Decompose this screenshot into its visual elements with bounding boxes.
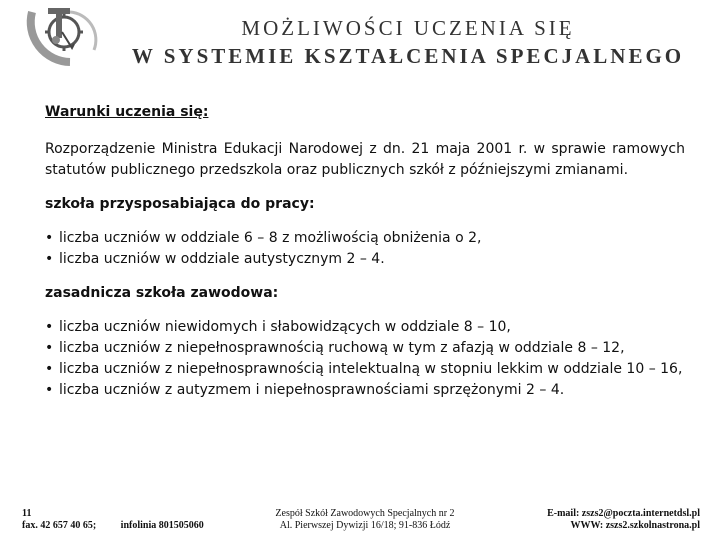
main-content xyxy=(45,102,685,414)
email-link[interactable]: E-mail: zszs2@poczta.internetdsl.pl xyxy=(547,508,700,519)
list-item: • liczba uczniów w oddziale 6 – 8 z możliwością obniżenia o 2, xyxy=(45,228,685,249)
page-number: 11 xyxy=(22,508,32,519)
footer xyxy=(0,500,720,540)
website-link[interactable]: WWW: zszs2.szkolnastrona.pl xyxy=(570,520,700,531)
footer-contact xyxy=(547,508,700,532)
school-logo xyxy=(14,4,114,66)
work-preparation-school-list xyxy=(45,228,685,270)
section-title-vocational-school: zasadnicza szkoła zawodowa: xyxy=(45,285,279,301)
list-item: • liczba uczniów z autyzmem i niepełnosprawnościami sprzężonymi 2 – 4. xyxy=(45,380,685,401)
list-item: • liczba uczniów z niepełnosprawnością ruchową w tym z afazją w oddziale 8 – 12, xyxy=(45,338,685,359)
school-name: Zespół Szkół Zawodowych Specjalnych nr 2 xyxy=(275,508,455,519)
list-item: • liczba uczniów w oddziale autystycznym 2 – 4. xyxy=(45,249,685,270)
list-item: • liczba uczniów niewidomych i słabowidzących w oddziale 8 – 10, xyxy=(45,317,685,338)
regulation-paragraph: Rozporządzenie Ministra Edukacji Narodowej z dn. 21 maja 2001 r. w sprawie ramowych statutów publicznego przedszkola oraz publicznych szkół z późniejszymi zmianami. xyxy=(45,141,685,178)
school-gear-crest-icon xyxy=(14,4,114,66)
section-heading: Warunki uczenia się: xyxy=(45,104,209,120)
school-address: Al. Pierwszej Dywizji 16/18; 91-836 Łódź xyxy=(279,520,451,531)
title-line-1: MOŻLIWOŚCI UCZENIA SIĘ xyxy=(241,16,575,40)
footer-address xyxy=(250,508,480,532)
page-title xyxy=(110,14,706,70)
footer-left xyxy=(22,508,204,532)
hotline-number: infolinia 801505060 xyxy=(120,520,204,531)
section-title-work-preparation-school: szkoła przysposabiająca do pracy: xyxy=(45,196,315,212)
fax-number: fax. 42 657 40 65; xyxy=(22,520,97,531)
title-line-2: W SYSTEMIE KSZTAŁCENIA SPECJALNEGO xyxy=(131,44,685,68)
list-item: • liczba uczniów z niepełnosprawnością intelektualną w stopniu lekkim w oddziale 10 – 16, xyxy=(45,359,685,380)
vocational-school-list xyxy=(45,317,685,401)
